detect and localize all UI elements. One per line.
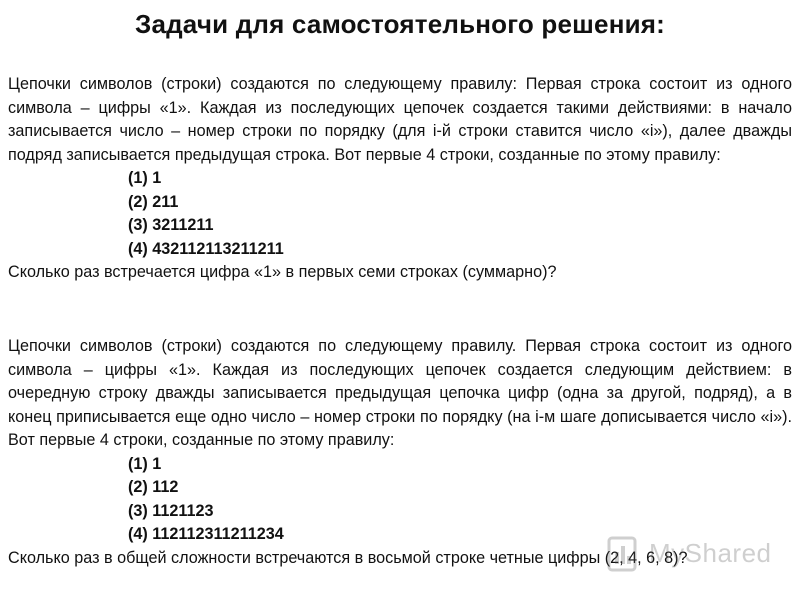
sequence-item: (1) 1 xyxy=(128,454,162,473)
problem-1-question: Сколько раз встречается цифра «1» в первых семи строках (суммарно)? xyxy=(8,263,557,281)
sequence-item: (4) 432112113211211 xyxy=(128,239,284,258)
problem-1-sequence-list xyxy=(8,167,792,261)
page-title: Задачи для самостоятельного решения: xyxy=(134,9,666,39)
problem-1 xyxy=(8,73,792,285)
watermark-text: MyShared xyxy=(649,538,772,568)
sequence-item: (1) 1 xyxy=(128,169,162,187)
sequence-item: (3) 1121123 xyxy=(128,501,214,520)
problem-2-text: Цепочки символов (строки) создаются по следующему правилу. Первая строка состоит из одного символа – цифры «1». Каждая из последующих цепочек создается следующим действием: в очередную строку дважды записывается предыдущая цепочка цифр (одна за другой, подряд), а в конец приписывается еще одно число – номер строки по порядку (на i-м шаге дописывается число «i»). Вот первые 4 строки, созданные по этому правилу: xyxy=(8,337,792,449)
problem-2-question: Сколько раз в общей сложности встречаются в восьмой строке четные цифры (2, 4, 6, 8)? xyxy=(8,548,688,567)
sequence-item: (2) 112 xyxy=(128,478,179,496)
problem-1-text: Цепочки символов (строки) создаются по следующему правилу: Первая строка состоит из одного символа – цифры «1». Каждая из последующих цепочек создается такими действиями: в начало записывается число – номер строки по порядку (для i-й строки ставится число «i»), далее дважды подряд записывается предыдущая строка. Вот первые 4 строки, созданные по этому правилу: xyxy=(8,75,792,164)
problem-2 xyxy=(8,335,792,570)
sequence-item: (3) 3211211 xyxy=(128,216,214,234)
sequence-item: (4) 112112311211234 xyxy=(128,525,284,543)
sequence-item: (2) 211 xyxy=(128,192,179,211)
problem-2-sequence-list xyxy=(8,453,792,547)
